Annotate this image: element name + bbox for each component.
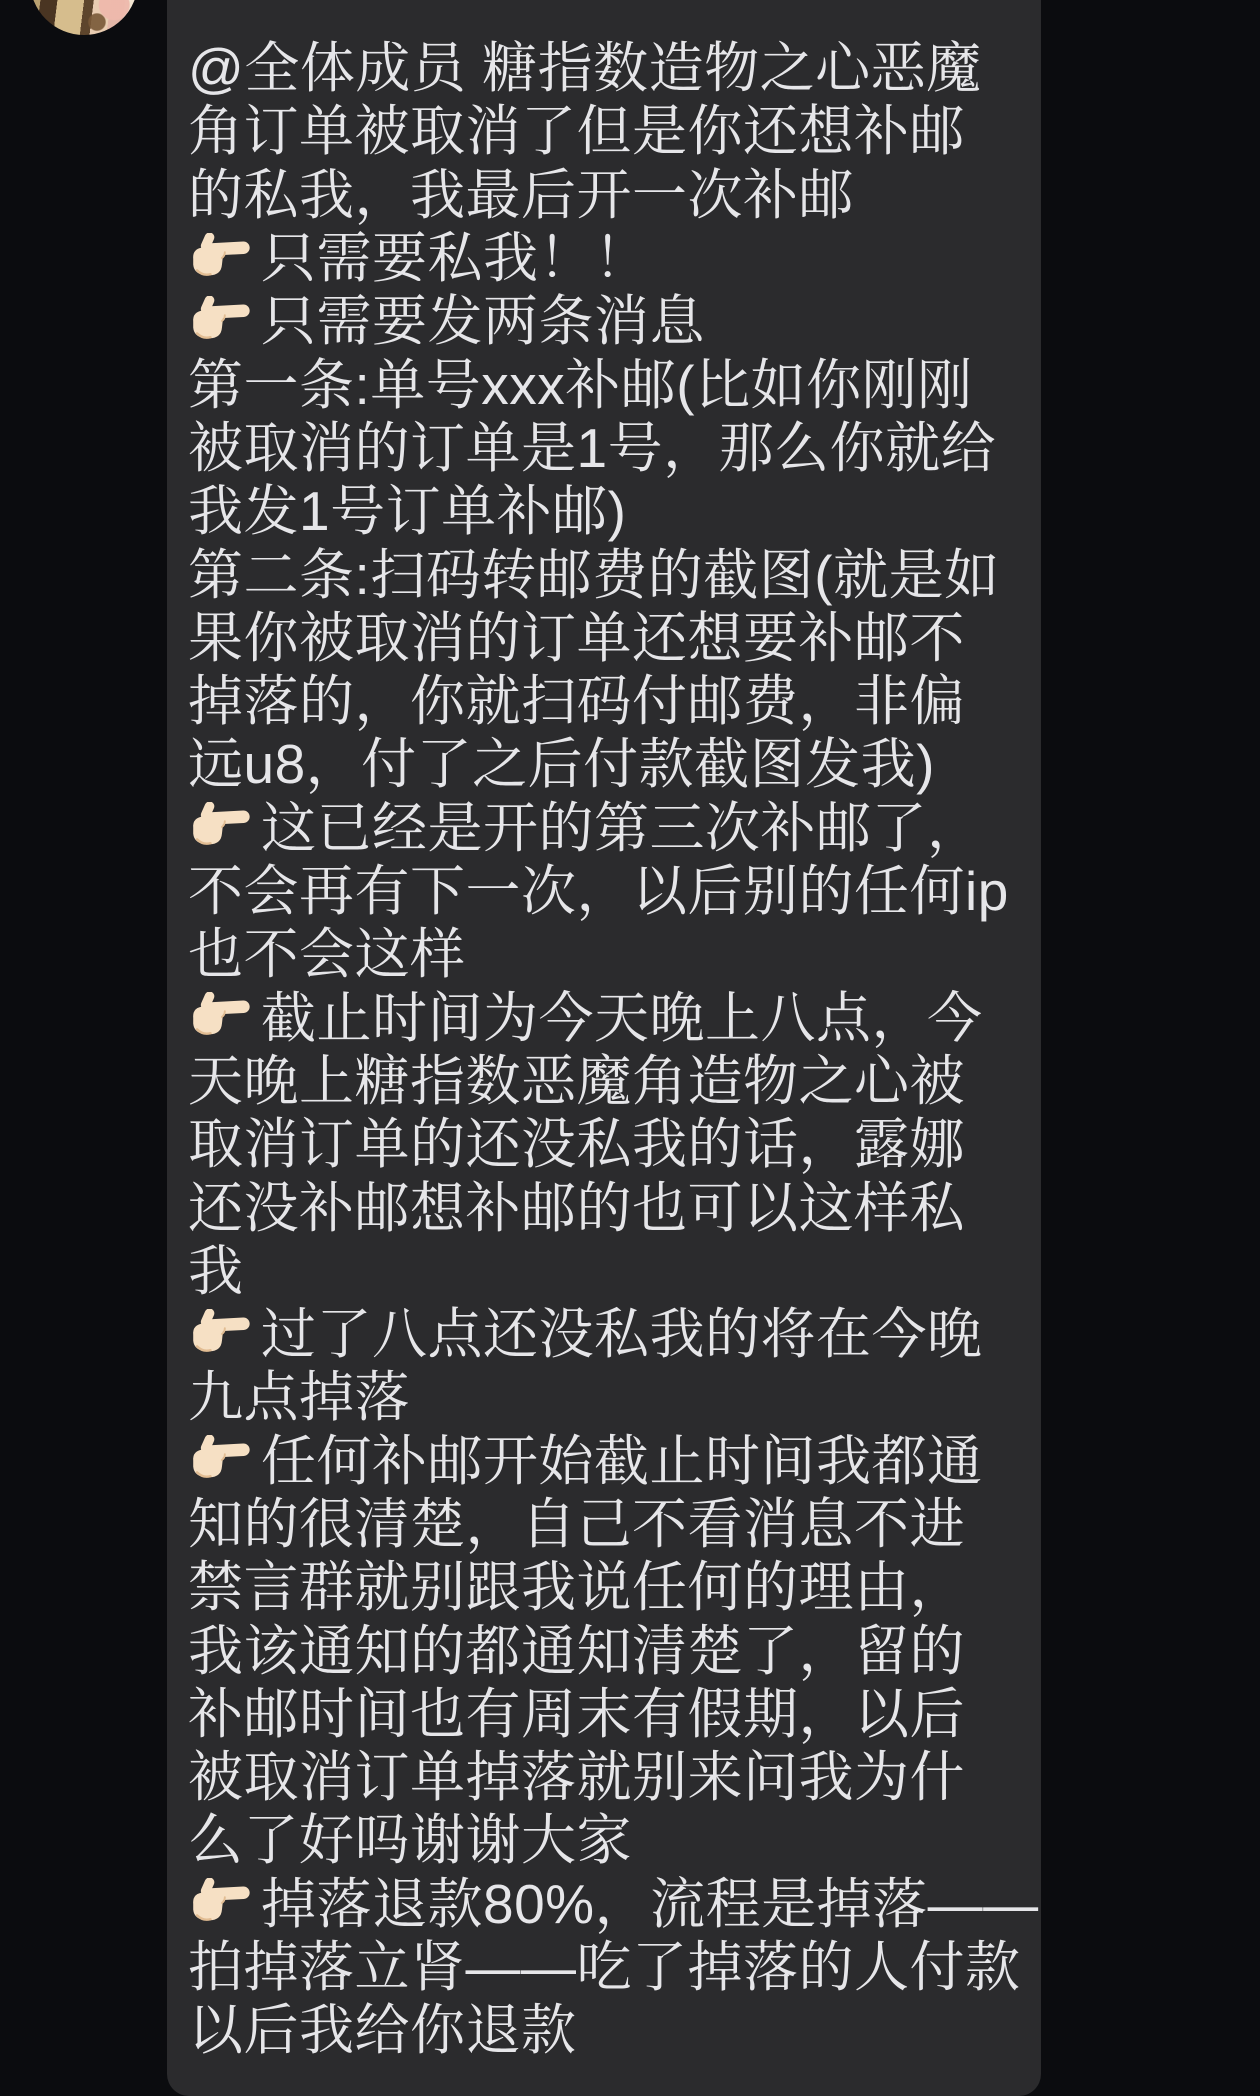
message-line xyxy=(188,981,991,1049)
message-line xyxy=(188,1171,991,1239)
message-line xyxy=(188,792,991,859)
message-text: 我该通知的都通知清楚了，留的 xyxy=(188,1619,966,1682)
message-text: 天晚上糖指数恶魔角造物之心被 xyxy=(188,1049,966,1112)
message-line xyxy=(188,665,991,733)
message-line xyxy=(188,285,991,353)
message-line xyxy=(188,1804,991,1872)
message-text: 角订单被取消了但是你还想补邮 xyxy=(188,100,966,163)
message-line xyxy=(188,32,991,100)
pointing-finger-icon xyxy=(188,1309,254,1355)
message-line xyxy=(188,1551,991,1619)
message-line xyxy=(188,855,1009,923)
message-line xyxy=(188,1614,991,1682)
message-text: 这已经是开的第三次补邮了， xyxy=(261,796,983,859)
pointing-finger-icon xyxy=(188,802,254,848)
message-text: 远u8，付了之后付款截图发我) xyxy=(188,733,935,796)
message-text: 的私我，我最后开一次补邮 xyxy=(188,163,855,226)
message-text: 还没补邮想补邮的也可以这样私 xyxy=(188,1176,966,1239)
message-text: 任何补邮开始截止时间我都通 xyxy=(261,1429,983,1492)
pointing-finger-icon xyxy=(188,992,254,1038)
message-text: 掉落的，你就扫码付邮费，非偏 xyxy=(188,670,966,733)
message-text: 禁言群就别跟我说任何的理由， xyxy=(188,1556,966,1619)
message-text: 拍掉落立肾——吃了掉落的人付款 xyxy=(188,1936,1021,1999)
message-text: 也不会这样 xyxy=(188,923,466,986)
message-text: 不会再有下一次，以后别的任何ip xyxy=(188,860,1009,923)
message-line xyxy=(188,1994,991,2062)
message-text: 截止时间为今天晚上八点，今 xyxy=(261,986,983,1049)
pointing-finger-icon xyxy=(188,1435,254,1481)
message-text: 被取消订单掉落就别来问我为什 xyxy=(188,1746,966,1809)
message-text: 只需要发两条消息 xyxy=(261,290,706,353)
message-line xyxy=(188,602,991,669)
message-line xyxy=(188,1361,991,1429)
pointing-finger-icon xyxy=(188,296,254,342)
message-line xyxy=(188,222,991,290)
message-text: 么了好吗谢谢大家 xyxy=(188,1809,633,1872)
message-bubble[interactable] xyxy=(167,0,1041,2096)
message-line xyxy=(188,95,991,163)
message-text: 果你被取消的订单还想要补邮不 xyxy=(188,606,966,669)
message-line xyxy=(188,159,991,226)
message-line xyxy=(188,348,991,416)
message-line xyxy=(188,475,991,543)
message-line xyxy=(188,1235,991,1302)
message-text: 只需要私我！！ xyxy=(261,227,650,290)
message-text: 第一条:单号xxx补邮(比如你刚刚 xyxy=(188,353,973,416)
message-text: 取消订单的还没私我的话，露娜 xyxy=(188,1113,966,1176)
message-text: 以后我给你退款 xyxy=(188,1999,577,2062)
sender-avatar[interactable] xyxy=(30,0,138,35)
message-line xyxy=(188,538,1000,606)
message-text: 我发1号订单补邮) xyxy=(188,480,627,543)
message-line xyxy=(188,1931,1021,1999)
message-line xyxy=(188,1678,991,1745)
message-line xyxy=(188,1425,991,1492)
message-line xyxy=(188,412,997,479)
message-line xyxy=(188,918,991,986)
message-text: 掉落退款80%，流程是掉落—— xyxy=(261,1872,1039,1935)
message-text: 第二条:扫码转邮费的截图(就是如 xyxy=(188,543,1000,606)
message-text: 补邮时间也有周末有假期，以后 xyxy=(188,1682,966,1745)
message-line xyxy=(188,1298,991,1366)
message-text: 被取消的订单是1号，那么你就给 xyxy=(188,416,997,479)
message-line xyxy=(188,728,991,796)
message-text: 过了八点还没私我的将在今晚 xyxy=(261,1303,983,1366)
message-line xyxy=(188,1488,991,1555)
message-text: 九点掉落 xyxy=(188,1366,411,1429)
message-line xyxy=(188,1868,1039,1935)
pointing-finger-icon xyxy=(188,233,254,279)
message-text: @全体成员 糖指数造物之心恶魔 xyxy=(188,37,982,100)
message-text: 我 xyxy=(188,1239,244,1302)
message-text: 知的很清楚，自己不看消息不进 xyxy=(188,1492,966,1555)
message-line xyxy=(188,1108,991,1176)
pointing-finger-icon xyxy=(188,1878,254,1924)
message-line xyxy=(188,1045,991,1112)
message-line xyxy=(188,1741,991,1809)
